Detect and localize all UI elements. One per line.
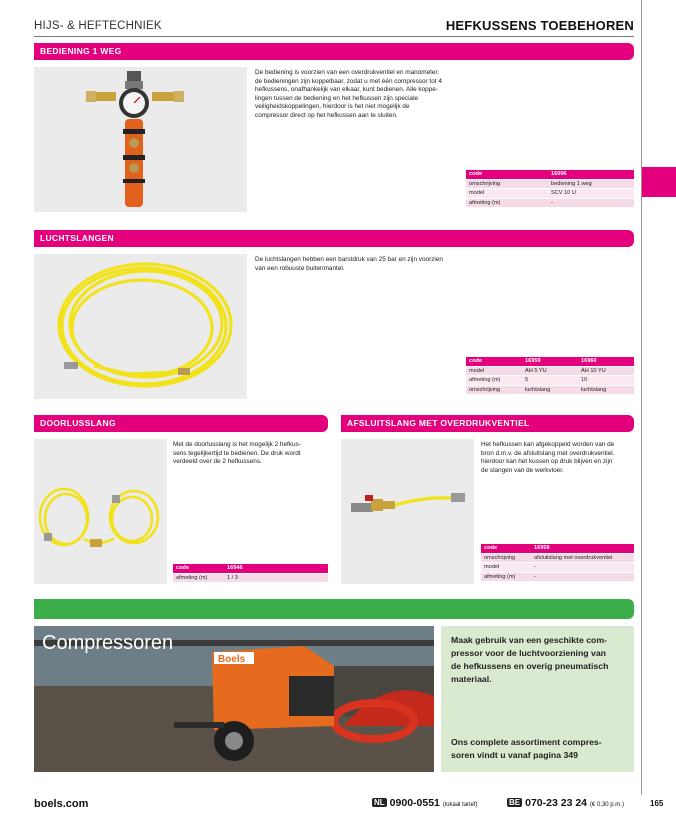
promo-line: soren vindt u vanaf pagina 349 (451, 750, 578, 760)
table-cell: 10 (578, 376, 634, 386)
table-header-cell: 16959 (522, 357, 578, 366)
doorlusslang-spec-table (173, 564, 328, 583)
doorlusslang-image (34, 439, 167, 584)
table-header-cell: code (173, 564, 224, 573)
luchtslangen-desc-line: van een robuuste buitenmantel. (255, 264, 345, 272)
afsluitslang-description (481, 441, 634, 475)
doorlusslang-desc-line: verdeeld over de 2 hefkussens. (173, 458, 262, 466)
bediening-description (255, 69, 470, 121)
section-title-bediening: BEDIENING 1 WEG (34, 43, 634, 60)
bediening-desc-line: lingen tussen de bediening en het hefkussen zijn speciale (255, 94, 419, 102)
page-number: 165 (650, 799, 664, 808)
table-cell: model (481, 563, 531, 573)
boels-logo: Boels (218, 654, 246, 665)
website-link[interactable]: boels.com (34, 798, 89, 810)
table-cell: model (466, 189, 548, 199)
bediening-desc-line: de bedieningen zijn koppelbaar, zodat u met één compressor tot 4 (255, 77, 442, 85)
promo-text-2 (451, 736, 631, 762)
table-header-cell: 16096 (548, 170, 634, 179)
table-header-cell: 16946 (224, 564, 328, 573)
table-cell: afsluitslang met overdrukventiel (531, 553, 634, 563)
promo-text-box (441, 626, 634, 772)
doorlusslang-description (173, 441, 333, 467)
table-cell: luchtslang (522, 385, 578, 395)
section-title-doorlusslang: DOORLUSSLANG (34, 415, 328, 432)
table-cell: 1 / 3 (224, 573, 328, 583)
afsluitslang-desc-line: bron d.m.v. de afsluitslang met overdrukventiel. (481, 449, 615, 457)
bediening-desc-line: compressor direct op het hefkussen aan te sluiten. (255, 111, 398, 119)
table-cell: afmeting (m) (173, 573, 224, 583)
table-cell: luchtslang (578, 385, 634, 395)
afsluitslang-image (341, 439, 474, 584)
afsluitslang-desc-line: de slangen van de werkvloer. (481, 466, 564, 474)
table-cell: omschrijving (481, 553, 531, 563)
table-cell: - (548, 198, 634, 208)
table-cell: omschrijving (466, 179, 548, 189)
promo-line: Ons complete assortiment compres- (451, 737, 602, 747)
nl-phone-note: (lokaal tarief) (442, 802, 478, 808)
bediening-desc-line: hefkussens, onafhankelijk van elkaar, kunt bedienen. Alle koppe- (255, 86, 438, 94)
luchtslangen-description (255, 256, 485, 273)
table-cell: 5 (522, 376, 578, 386)
section-title-luchtslangen: LUCHTSLANGEN (34, 230, 634, 247)
doorlusslang-desc-line: sens tegelijkertijd te bedienen. De druk wordt (173, 449, 301, 457)
table-cell: - (531, 563, 634, 573)
promo-line: materiaal. (451, 674, 492, 684)
bediening-image (34, 67, 247, 212)
category-label: HIJS- & HEFTECHNIEK (34, 20, 162, 32)
promo-text-1 (451, 634, 631, 686)
promo-line: Maak gebruik van een geschikte com- (451, 635, 607, 645)
page-title: HEFKUSSENS TOEBEHOREN (445, 18, 634, 33)
be-phone-block (507, 797, 624, 809)
promo-line: pressor voor de luchtvoorziening van (451, 648, 606, 658)
table-cell: afmeting (m) (466, 198, 548, 208)
luchtslangen-spec-table (466, 357, 634, 395)
afsluitslang-desc-line: Het hefkussen kan afgekoppeld worden van de (481, 441, 615, 448)
section-title-afsluitslang: AFSLUITSLANG MET OVERDRUKVENTIEL (341, 415, 634, 432)
table-cell: omschrijving (466, 385, 522, 395)
bediening-desc-line: De bediening is voorzien van een overdrukventiel en manometer. (255, 69, 440, 76)
promo-line: de hefkussens en overig pneumatisch (451, 661, 609, 671)
table-header-cell: code (466, 357, 522, 366)
table-cell: model (466, 366, 522, 376)
table-cell: AH 5 YU (522, 366, 578, 376)
be-flag-badge: BE (509, 798, 521, 807)
table-header-cell: code (466, 170, 548, 179)
doorlusslang-desc-line: Met de doorlusslang is het mogelijk 2 hefkus- (173, 441, 301, 448)
table-header-cell: 16958 (531, 544, 634, 553)
compressor-photo (34, 626, 434, 772)
be-phone-note: (€ 0,30 p.m.) (589, 802, 624, 808)
luchtslangen-image (34, 254, 247, 399)
be-phone-number[interactable]: 070-23 23 24 (525, 797, 588, 809)
header-divider (34, 36, 634, 37)
table-header-cell: code (481, 544, 531, 553)
table-cell: SCV 10 U (548, 189, 634, 199)
compressoren-title: Compressoren (42, 632, 174, 654)
nl-flag-badge: NL (374, 798, 385, 807)
afsluitslang-desc-line: hierdoor kan het kussen op druk blijven en zijn (481, 458, 613, 466)
luchtslangen-desc-line: De luchtslangen hebben een barstdruk van 25 bar en zijn voorzien (255, 256, 443, 263)
table-header-cell: 16960 (578, 357, 634, 366)
bediening-spec-table (466, 170, 634, 208)
nl-phone-number[interactable]: 0900-0551 (389, 797, 440, 809)
table-cell: - (531, 572, 634, 582)
margin-divider (641, 0, 642, 795)
bediening-desc-line: veiligheidskoppelingen, hierdoor is het niet mogelijk de (255, 103, 410, 111)
table-cell: bediening 1 weg (548, 179, 634, 189)
afsluitslang-spec-table (481, 544, 634, 582)
table-cell: afmeting (m) (481, 572, 531, 582)
table-cell: AH 10 YU (578, 366, 634, 376)
nl-phone-block (372, 797, 478, 809)
section-tab (642, 167, 676, 197)
promo-divider-bar (34, 599, 634, 619)
table-cell: afmeting (m) (466, 376, 522, 386)
